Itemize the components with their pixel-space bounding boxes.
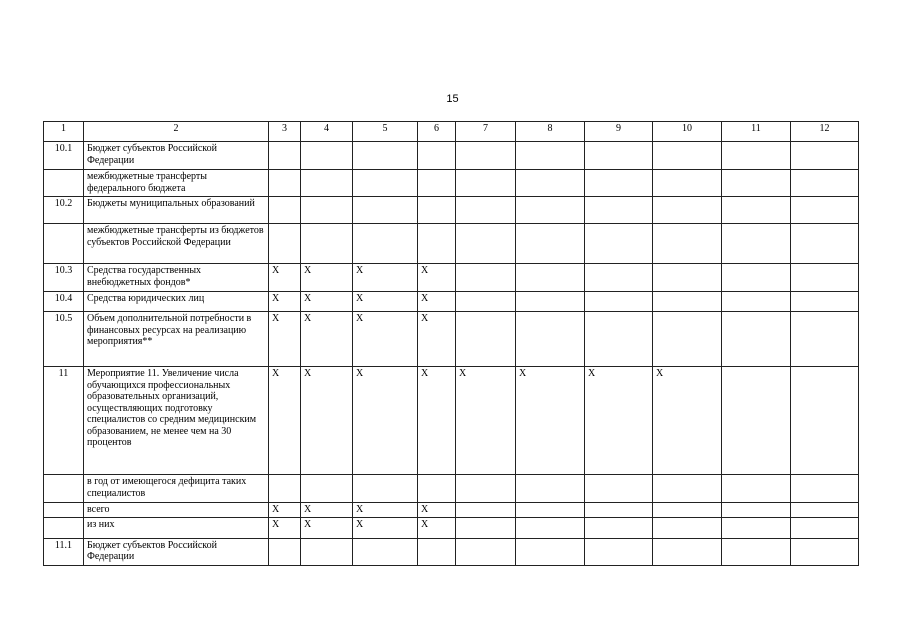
mark-cell <box>722 197 791 224</box>
mark-cell: X <box>301 517 353 538</box>
row-name-cell: Средства юридических лиц <box>84 292 269 312</box>
mark-cell <box>301 538 353 565</box>
mark-cell <box>791 224 859 264</box>
mark-cell <box>653 503 722 518</box>
mark-cell <box>585 292 653 312</box>
table-row <box>44 475 859 503</box>
mark-cell <box>585 312 653 367</box>
mark-cell <box>353 475 418 503</box>
row-name-cell: всего <box>84 503 269 518</box>
table-row <box>44 517 859 538</box>
mark-cell <box>791 264 859 292</box>
mark-cell: X <box>269 503 301 518</box>
mark-cell <box>301 224 353 264</box>
mark-cell <box>722 312 791 367</box>
mark-cell <box>516 292 585 312</box>
mark-cell <box>722 292 791 312</box>
mark-cell <box>722 142 791 170</box>
mark-cell <box>791 503 859 518</box>
row-number-cell: 11.1 <box>44 538 84 565</box>
mark-cell: X <box>301 264 353 292</box>
mark-cell: X <box>418 517 456 538</box>
row-name-cell: в год от имеющегося дефицита таких специалистов <box>84 475 269 503</box>
mark-cell <box>301 197 353 224</box>
mark-cell <box>418 224 456 264</box>
mark-cell: X <box>353 264 418 292</box>
mark-cell <box>791 517 859 538</box>
row-name-cell: из них <box>84 517 269 538</box>
mark-cell <box>353 170 418 197</box>
row-name-cell: Объем дополнительной потребности в финансовых ресурсах на реализацию мероприятия** <box>84 312 269 367</box>
row-name-cell: межбюджетные трансферты федерального бюджета <box>84 170 269 197</box>
mark-cell <box>516 264 585 292</box>
table-row <box>44 170 859 197</box>
mark-cell <box>722 475 791 503</box>
mark-cell: X <box>301 312 353 367</box>
mark-cell <box>516 517 585 538</box>
row-number-cell: 10.2 <box>44 197 84 224</box>
mark-cell: X <box>418 292 456 312</box>
mark-cell: X <box>653 367 722 475</box>
mark-cell <box>722 367 791 475</box>
mark-cell <box>456 197 516 224</box>
mark-cell <box>301 475 353 503</box>
mark-cell <box>722 224 791 264</box>
mark-cell <box>418 197 456 224</box>
mark-cell <box>269 142 301 170</box>
page-number: 15 <box>446 93 459 105</box>
mark-cell: X <box>301 367 353 475</box>
row-number-cell <box>44 503 84 518</box>
mark-cell <box>585 503 653 518</box>
row-number-cell <box>44 224 84 264</box>
table-row <box>44 538 859 565</box>
mark-cell <box>585 197 653 224</box>
mark-cell <box>585 264 653 292</box>
mark-cell <box>418 142 456 170</box>
mark-cell <box>301 170 353 197</box>
mark-cell <box>353 224 418 264</box>
mark-cell <box>353 142 418 170</box>
mark-cell <box>791 312 859 367</box>
table-body <box>44 142 859 566</box>
column-header: 3 <box>269 122 301 142</box>
mark-cell <box>585 224 653 264</box>
mark-cell: X <box>585 367 653 475</box>
mark-cell <box>653 197 722 224</box>
mark-cell <box>353 197 418 224</box>
mark-cell <box>585 142 653 170</box>
row-number-cell <box>44 475 84 503</box>
mark-cell <box>653 517 722 538</box>
row-name-cell: Бюджеты муниципальных образований <box>84 197 269 224</box>
column-header: 12 <box>791 122 859 142</box>
mark-cell: X <box>353 312 418 367</box>
mark-cell: X <box>301 503 353 518</box>
column-header: 6 <box>418 122 456 142</box>
mark-cell <box>269 475 301 503</box>
mark-cell <box>653 224 722 264</box>
mark-cell <box>585 538 653 565</box>
table-row <box>44 224 859 264</box>
mark-cell <box>791 292 859 312</box>
mark-cell: X <box>353 517 418 538</box>
column-header: 11 <box>722 122 791 142</box>
mark-cell <box>456 170 516 197</box>
column-header: 1 <box>44 122 84 142</box>
mark-cell <box>269 538 301 565</box>
mark-cell <box>418 475 456 503</box>
mark-cell <box>791 170 859 197</box>
mark-cell <box>269 197 301 224</box>
mark-cell <box>418 538 456 565</box>
mark-cell: X <box>269 367 301 475</box>
budget-table <box>43 121 859 566</box>
mark-cell <box>585 475 653 503</box>
mark-cell: X <box>418 367 456 475</box>
mark-cell <box>456 142 516 170</box>
mark-cell <box>791 197 859 224</box>
row-name-cell: межбюджетные трансферты из бюджетов субъектов Российской Федерации <box>84 224 269 264</box>
mark-cell <box>456 475 516 503</box>
mark-cell <box>269 170 301 197</box>
table-row <box>44 197 859 224</box>
mark-cell <box>353 538 418 565</box>
row-number-cell <box>44 170 84 197</box>
mark-cell <box>516 142 585 170</box>
column-header: 2 <box>84 122 269 142</box>
mark-cell: X <box>353 503 418 518</box>
mark-cell <box>653 292 722 312</box>
mark-cell <box>456 517 516 538</box>
column-header: 5 <box>353 122 418 142</box>
row-number-cell <box>44 517 84 538</box>
row-number-cell: 10.3 <box>44 264 84 292</box>
row-name-cell: Бюджет субъектов Российской Федерации <box>84 142 269 170</box>
mark-cell: X <box>269 312 301 367</box>
row-number-cell: 10.5 <box>44 312 84 367</box>
mark-cell <box>269 224 301 264</box>
table-row <box>44 312 859 367</box>
mark-cell <box>722 264 791 292</box>
table-row <box>44 292 859 312</box>
mark-cell <box>791 367 859 475</box>
mark-cell <box>456 224 516 264</box>
mark-cell <box>791 475 859 503</box>
table-row <box>44 367 859 475</box>
table-row <box>44 503 859 518</box>
mark-cell: X <box>269 292 301 312</box>
mark-cell <box>516 538 585 565</box>
column-header: 7 <box>456 122 516 142</box>
mark-cell <box>516 224 585 264</box>
row-name-cell: Бюджет субъектов Российской Федерации <box>84 538 269 565</box>
table-header-row <box>44 122 859 142</box>
mark-cell: X <box>301 292 353 312</box>
row-number-cell: 10.1 <box>44 142 84 170</box>
mark-cell <box>516 503 585 518</box>
table-row <box>44 142 859 170</box>
mark-cell <box>722 170 791 197</box>
mark-cell <box>585 170 653 197</box>
mark-cell <box>653 475 722 503</box>
mark-cell <box>516 170 585 197</box>
column-header: 4 <box>301 122 353 142</box>
mark-cell <box>653 312 722 367</box>
mark-cell: X <box>418 264 456 292</box>
mark-cell: X <box>353 367 418 475</box>
mark-cell <box>722 503 791 518</box>
row-name-cell: Мероприятие 11. Увеличение числа обучающихся профессиональных образовательных организаций, осуществляющих подготовку специалистов со средним медицинским образованием, не менее чем на 30 процентов <box>84 367 269 475</box>
column-header: 9 <box>585 122 653 142</box>
mark-cell <box>585 517 653 538</box>
mark-cell <box>516 197 585 224</box>
mark-cell: X <box>418 312 456 367</box>
column-header: 10 <box>653 122 722 142</box>
column-header: 8 <box>516 122 585 142</box>
mark-cell: X <box>516 367 585 475</box>
mark-cell <box>722 538 791 565</box>
mark-cell <box>516 475 585 503</box>
mark-cell <box>456 538 516 565</box>
mark-cell <box>301 142 353 170</box>
row-number-cell: 10.4 <box>44 292 84 312</box>
mark-cell <box>456 312 516 367</box>
mark-cell <box>456 264 516 292</box>
row-number-cell: 11 <box>44 367 84 475</box>
mark-cell: X <box>353 292 418 312</box>
mark-cell <box>722 517 791 538</box>
row-name-cell: Средства государственных внебюджетных фондов* <box>84 264 269 292</box>
mark-cell <box>456 503 516 518</box>
mark-cell <box>456 292 516 312</box>
mark-cell <box>653 538 722 565</box>
mark-cell <box>418 170 456 197</box>
mark-cell: X <box>456 367 516 475</box>
mark-cell <box>653 264 722 292</box>
mark-cell <box>653 142 722 170</box>
mark-cell: X <box>269 264 301 292</box>
table-row <box>44 264 859 292</box>
mark-cell: X <box>418 503 456 518</box>
mark-cell <box>791 538 859 565</box>
mark-cell <box>791 142 859 170</box>
mark-cell <box>653 170 722 197</box>
mark-cell <box>516 312 585 367</box>
mark-cell: X <box>269 517 301 538</box>
